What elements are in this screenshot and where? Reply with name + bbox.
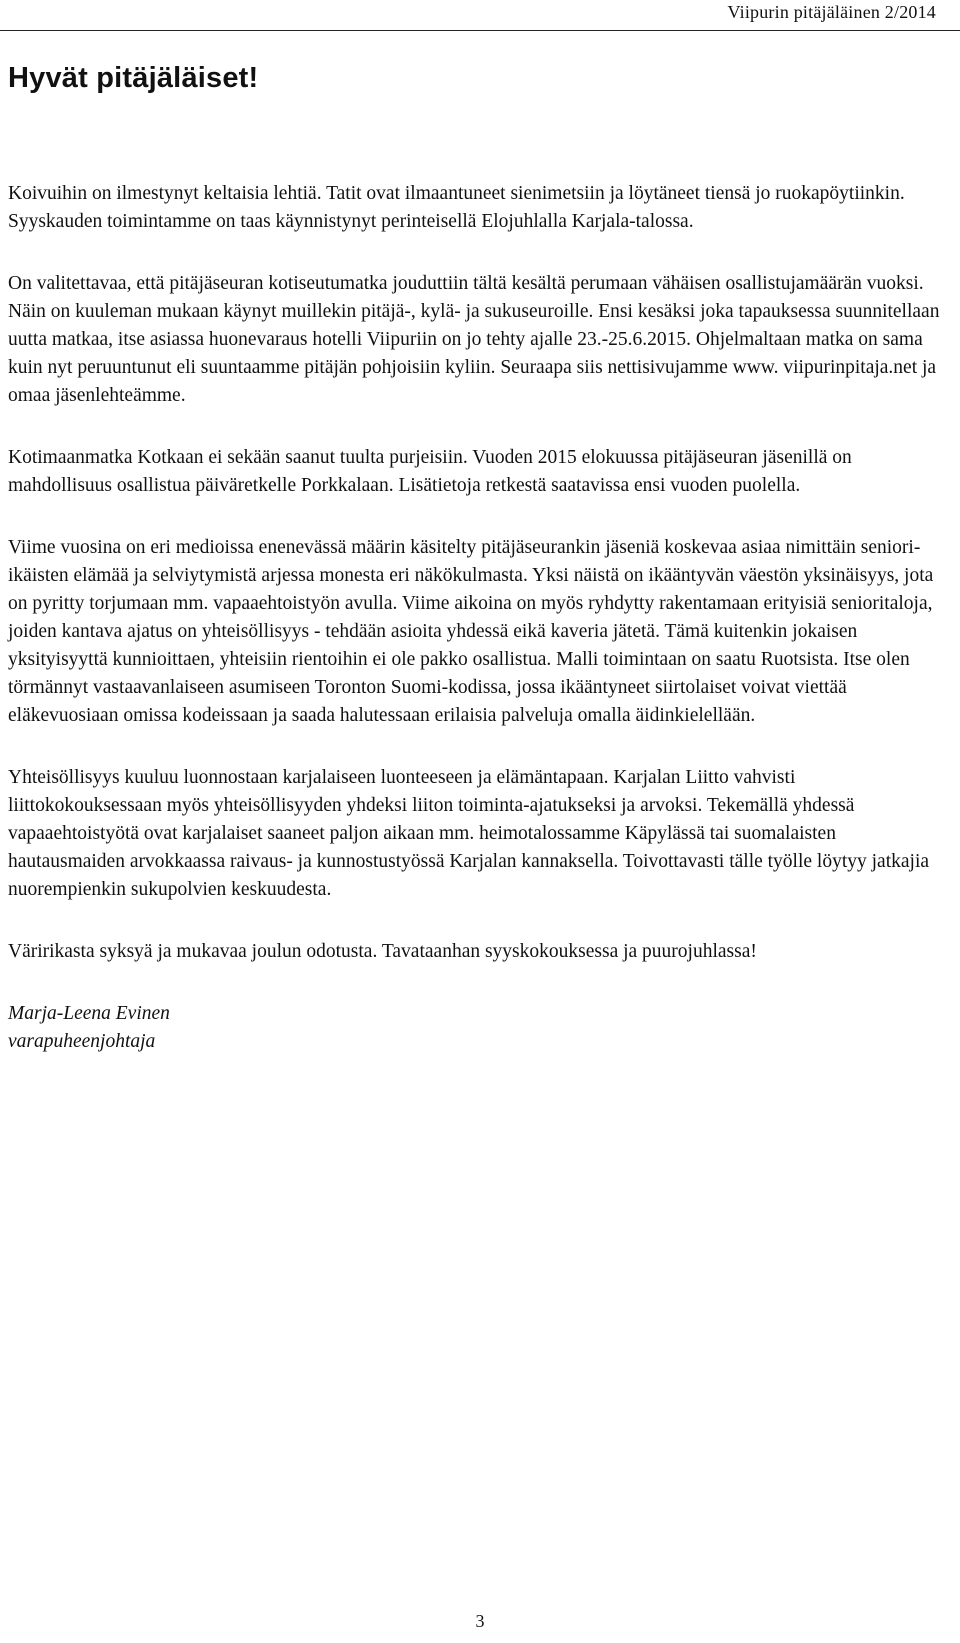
paragraph-community: Yhteisöllisyys kuuluu luonnostaan karjalaiseen luonteeseen ja elämäntapaan. Karjalan Liitto vahvisti liittokokouksessaan myös yhteisöllisyyden yhdeksi liiton toiminta-ajatukseksi ja arvoksi. Tekemällä yhdessä vapaaehtoistyötä ovat karjalaiset saaneet paljon aikaan mm. heimotalossamme Käpylässä tai suomalaisten hautausmaiden arvokkaassa raivaus- ja kunnostustyössä Karjalan kannaksella. Toivottavasti tälle työlle löytyy jatkajia nuorempienkin sukupolvien keskuudesta. — [8, 767, 930, 900]
paragraph-seniors: Viime vuosina on eri medioissa enenevässä määrin käsitelty pitäjäseurankin jäseniä koskevaa asiaa nimittäin seniori-ikäisten elämää ja selviytymistä arjessa monesta eri näkökulmasta. Yksi näistä on ikääntyvän väestön yksinäisyys, jota on pyritty torjumaan mm. vapaaehtoistyön avulla. Viime aikoina on myös ryhdytty rakentamaan erityisiä senioritaloja, joiden kantava ajatus on yhteisöllisyys - tehdään asioita yhdessä eikä kaveria jätetä. Tämä kuitenkin jokaisen yksityisyyttä kunnioittaen, yhteisiin rientoihin ei ole pakko osallistua. Malli toimintaan on saatu Ruotsista. Itse olen törmännyt vastaavanlaiseen asumiseen Toronton Suomi-kodissa, jossa ikääntyneet siirtolaiset voivat viettää eläkevuosiaan omissa kodeissaan ja saada halutessaan erilaisia palveluja omalla äidinkielellään. — [8, 537, 934, 726]
paragraph-kotka-trip: Kotimaanmatka Kotkaan ei sekään saanut tuulta purjeisiin. Vuoden 2015 elokuussa pitäjäseuran jäsenillä on mahdollisuus osallistua päiväretkelle Porkkalaan. Lisätietoja retkestä saatavissa ensi vuoden puolella. — [8, 447, 852, 496]
signature-name: Marja-Leena Evinen — [8, 1003, 170, 1024]
page-title: Hyvät pitäjäläiset! — [8, 62, 259, 94]
article-body — [8, 180, 948, 1056]
header-divider — [0, 30, 960, 31]
signature — [8, 1000, 948, 1056]
signature-role: varapuheenjohtaja — [8, 1031, 156, 1052]
paragraph-closing: Väririkasta syksyä ja mukavaa joulun odotusta. Tavataanhan syyskokouksessa ja puurojuhlassa! — [8, 941, 757, 962]
page-header — [0, 0, 960, 34]
publication-name: Viipurin pitäjäläinen 2/2014 — [727, 2, 936, 22]
paragraph-cancelled-trip: On valitettavaa, että pitäjäseuran kotiseutumatka jouduttiin tältä kesältä perumaan vähäisen osallistujamäärän vuoksi. Näin on kuuleman mukaan käynyt muillekin pitäjä-, kylä- ja sukuseuroille. Ensi kesäksi joka tapauksessa suunnitellaan uutta matkaa, itse asiassa huonevaraus hotelli Viipuriin on jo tehty ajalle 23.-25.6.2015. Ohjelmaltaan matka on sama kuin nyt peruuntunut eli suuntaamme pitäjän pohjoisiin kyliin. Seuraapa siis nettisivujamme www. viipurinpitaja.net ja omaa jäsenlehteämme. — [8, 273, 940, 406]
paragraph-autumn-intro: Koivuihin on ilmestynyt keltaisia lehtiä. Tatit ovat ilmaantuneet sienimetsiin ja löytäneet tiensä jo ruokapöytiinkin. Syyskauden toimintamme on taas käynnistynyt perinteisellä Elojuhlalla Karjala-talossa. — [8, 183, 905, 232]
page-number: 3 — [475, 1611, 485, 1631]
